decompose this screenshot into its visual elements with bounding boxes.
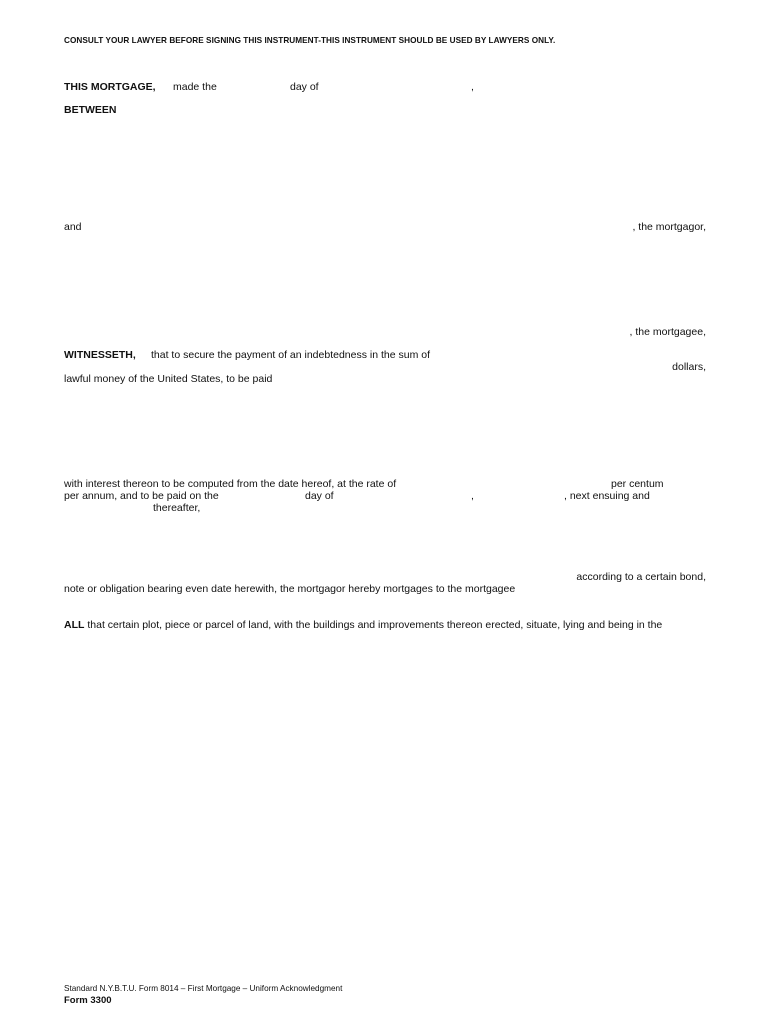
- per-annum-text: per annum, and to be paid on the: [64, 490, 219, 502]
- mortgage-title: THIS MORTGAGE,: [64, 81, 156, 93]
- all-clause-text: that certain plot, piece or parcel of land, with the buildings and improvements thereon erected, situate, lying and being in the: [87, 619, 663, 631]
- all-label: ALL: [64, 619, 85, 631]
- per-centum-label: per centum: [611, 478, 664, 490]
- interest-comma: ,: [471, 490, 474, 502]
- all-clause-paragraph: [64, 619, 704, 631]
- witnesseth-text: that to secure the payment of an indebtedness in the sum of: [151, 349, 431, 361]
- interest-rate-text: with interest thereon to be computed from the date hereof, at the rate of: [64, 478, 397, 490]
- thereafter-text: thereafter,: [153, 502, 201, 514]
- form-standard-text: Standard N.Y.B.T.U. Form 8014 – First Mortgage – Uniform Acknowledgment: [64, 984, 343, 993]
- next-ensuing-text: , next ensuing and: [564, 490, 650, 502]
- mortgagee-label: , the mortgagee,: [629, 326, 706, 338]
- between-heading: BETWEEN: [64, 104, 117, 116]
- mortgagor-label: , the mortgagor,: [632, 221, 706, 233]
- date-comma: ,: [471, 81, 474, 93]
- according-bond-text: according to a certain bond,: [576, 571, 706, 583]
- interest-day-of-label: day of: [305, 490, 334, 502]
- made-the-label: made the: [173, 81, 217, 93]
- form-number: Form 3300: [64, 995, 112, 1006]
- witnesseth-label: WITNESSETH,: [64, 349, 136, 361]
- lawyer-warning: CONSULT YOUR LAWYER BEFORE SIGNING THIS INSTRUMENT-THIS INSTRUMENT SHOULD BE USED BY LAWYERS ONLY.: [64, 36, 556, 45]
- day-of-label: day of: [290, 81, 319, 93]
- lawful-money-text: lawful money of the United States, to be paid: [64, 373, 273, 385]
- dollars-label: dollars,: [672, 361, 706, 373]
- and-label: and: [64, 221, 82, 233]
- note-obligation-text: note or obligation bearing even date herewith, the mortgagor hereby mortgages to the mortgagee: [64, 583, 516, 595]
